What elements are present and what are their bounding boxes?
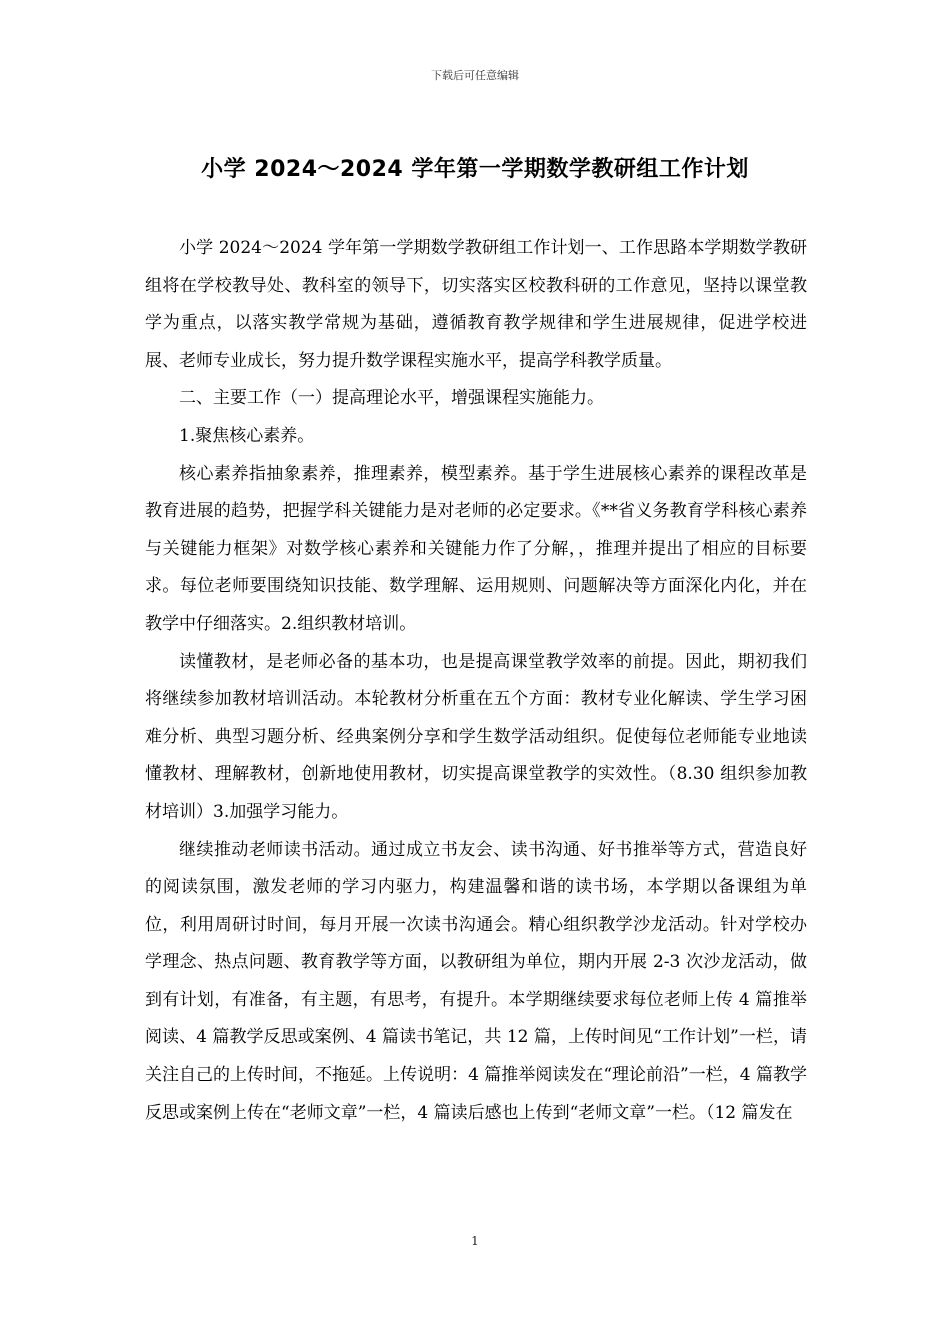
paragraph-textbook-training: 读懂教材，是老师必备的基本功，也是提高课堂教学效率的前提。因此，期初我们将继续参加教材培训活动。本轮教材分析重在五个方面：教材专业化解读、学生学习困难分析、典型习题分析、经典案例分享和学生数学活动组织。促使每位老师能专业地读懂教材、理解教材，创新地使用教材，切实提高课堂教学的实效性。（8.30 组织参加教材培训）3.加强学习能力。: [145, 651, 807, 822]
paragraph-work-ideas: 小学 2024～2024 学年第一学期数学教研组工作计划一、工作思路本学期数学教研组将在学校教导处、教科室的领导下，切实落实区校教科研的工作意见，坚持以课堂教学为重点，以落实教学常规为基础，遵循教育教学规律和学生进展规律，促进学校进展、老师专业成长，努力提升数学课程实施水平，提高学科教学质量。: [145, 238, 807, 371]
document-title: 小学 2024～2024 学年第一学期数学教研组工作计划: [201, 157, 749, 182]
paragraph-reading-activity: 继续推动老师读书活动。通过成立书友会、读书沟通、好书推举等方式，营造良好的阅读氛围，激发老师的学习内驱力，构建温馨和谐的读书场，本学期以备课组为单位，利用周研讨时间，每月开展一次读书沟通会。精心组织教学沙龙活动。针对学校办学理念、热点问题、教育教学等方面，以教研组为单位，期内开展 2-3 次沙龙活动，做到有计划，有准备，有主题，有思考，有提升。本学期继续要求每位老师上传 4 篇推举阅读、4 篇教学反思或案例、4 篇读书笔记，共 12 篇，上传时间见“工作计划”一栏，请关注自己的上传时间，不拖延。上传说明：4 篇推举阅读发在“理论前沿”一栏，4 篇教学反思或案例上传在“老师文章”一栏，4 篇读后感也上传到“老师文章”一栏。（12 篇发在: [145, 839, 807, 1123]
page-number: 1: [471, 1234, 479, 1248]
paragraph-main-work: 二、主要工作（一）提高理论水平，增强课程实施能力。: [179, 388, 604, 409]
paragraph-core-literacy: 核心素养指抽象素养，推理素养，模型素养。基于学生进展核心素养的课程改革是教育进展的趋势，把握学科关键能力是对老师的必定要求。《**省义务教育学科核心素养与关键能力框架》对数学核心素养和关键能力作了分解，，推理并提出了相应的目标要求。每位老师要围绕知识技能、数学理解、运用规则、问题解决等方面深化内化，并在教学中仔细落实。2.组织教材培训。: [145, 463, 807, 634]
header-note: 下载后可任意编辑: [431, 69, 519, 82]
document-body: [145, 230, 807, 1132]
paragraph-core-literacy-heading: 1.聚焦核心素养。: [179, 425, 315, 446]
